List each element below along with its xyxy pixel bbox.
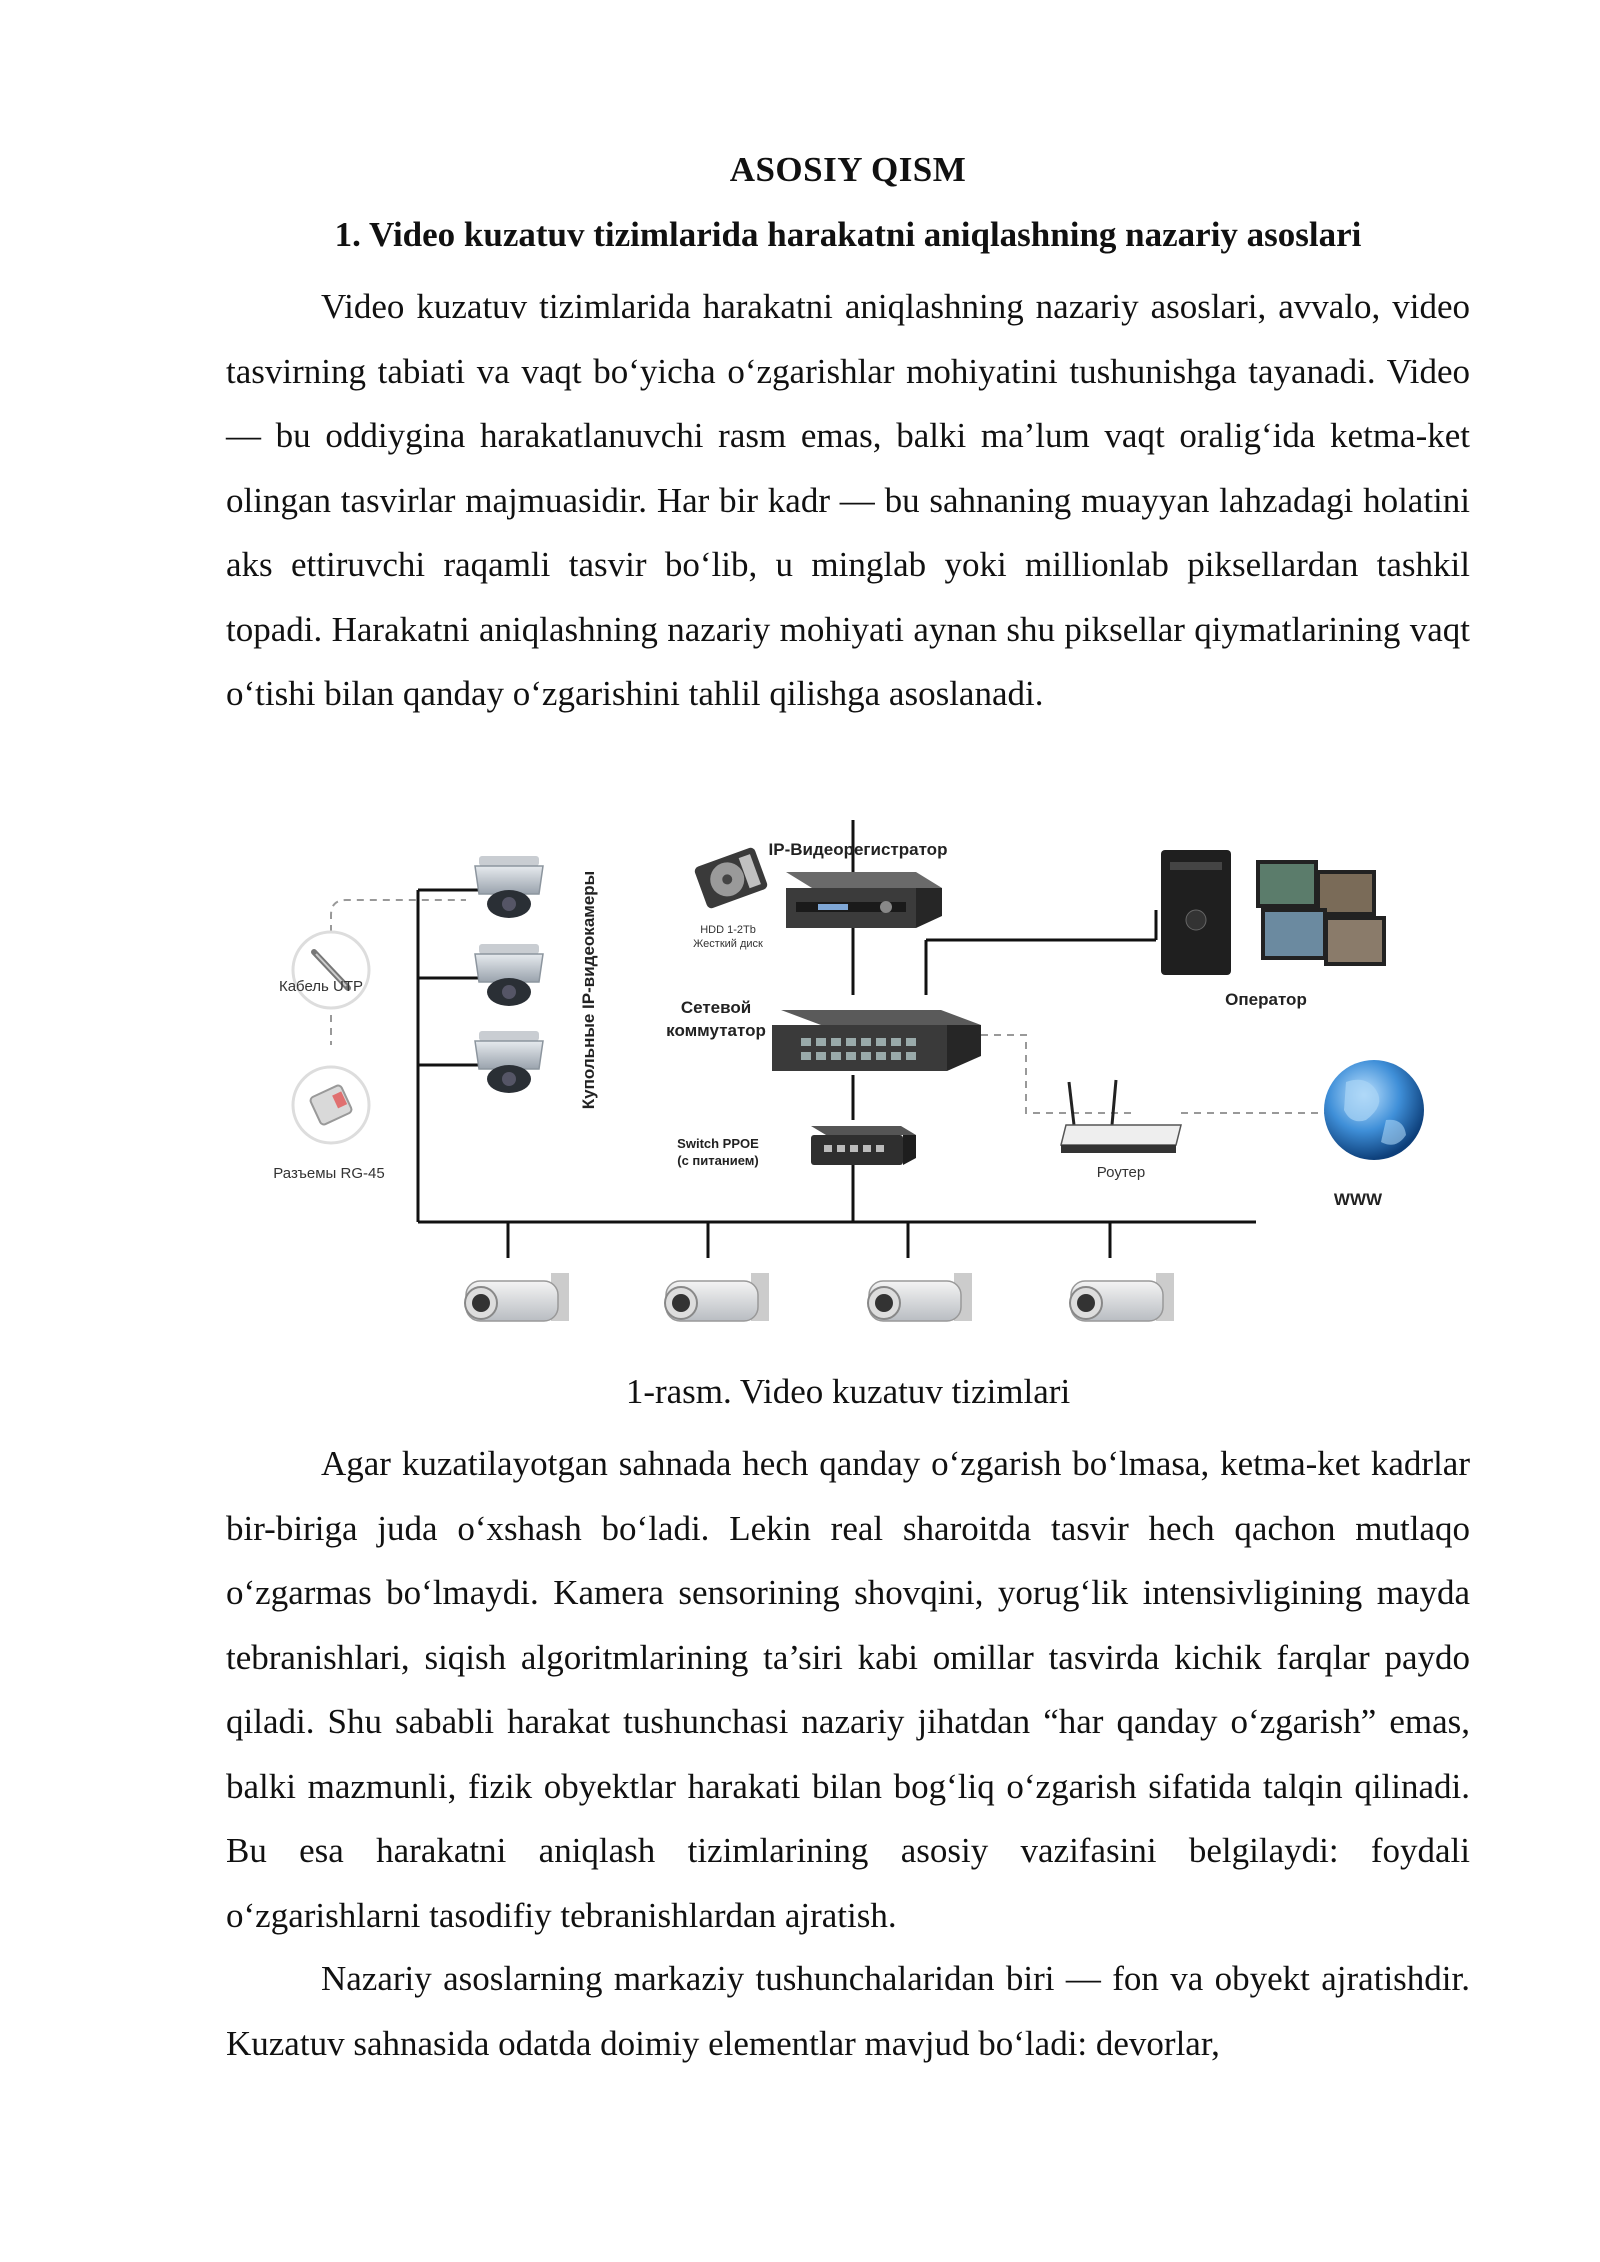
network-switch-icon <box>772 1010 981 1071</box>
connector-rj45-icon <box>293 1067 369 1143</box>
cctv-network-diagram <box>226 820 1470 1360</box>
label-dome-cams: Купольные IP-видеокамеры <box>579 870 598 1110</box>
label-poe-1: Switch PPOE <box>677 1136 759 1151</box>
label-www: WWW <box>1333 1190 1383 1209</box>
hdd-icon <box>693 846 768 909</box>
router-icon <box>1061 1080 1181 1153</box>
cable-utp-icon <box>293 932 369 1008</box>
bullet-camera-3 <box>868 1273 972 1321</box>
label-cable: Кабель UTP <box>278 978 364 995</box>
dome-camera-1 <box>475 856 543 918</box>
label-poe-2: (с питанием) <box>677 1153 759 1168</box>
label-switch-1: Сетевой <box>680 998 752 1017</box>
section-heading: ASOSIY QISM <box>729 150 967 189</box>
operator-workstation-icon <box>1161 850 1386 975</box>
monitor-wall-icon <box>1256 860 1386 966</box>
label-connector: Разъемы RG-45 <box>273 1165 385 1182</box>
label-hdd-2: Жесткий диск <box>693 938 763 950</box>
label-hdd-1: HDD 1-2Tb <box>700 924 756 936</box>
paragraph-3: Nazariy asoslarning markaziy tushunchalaridan biri — fon va obyekt ajratishdir. Kuzatuv sahnasida odatda doimiy elementlar mavjud bo‘ladi: devorlar, <box>226 1959 1470 2063</box>
label-dvr: IP-Видеорегистратор <box>768 840 948 859</box>
paragraph-1: Video kuzatuv tizimlarida harakatni aniqlashning nazariy asoslari, avvalo, video tasvirning tabiati va vaqt bo‘yicha o‘zgarishlar mohiyatini tushunishga tayanadi. Video — bu oddiygina harakatlanuvchi rasm emas, balki ma’lum vaqt oralig‘ida ketma-ket olingan tasvirlar majmuasidir. Har bir kadr — bu sahnaning muayyan lahzadagi holatini aks ettiruvchi raqamli tasvir bo‘lib, u minglab yoki millionlab piksellardan tashkil topadi. Harakatni aniqlashning nazariy mohiyati aynan shu piksellar qiymatlarining vaqt o‘tishi bilan qanday o‘zgarishini tahlil qilishga asoslanadi. <box>226 287 1470 713</box>
dome-camera-2 <box>475 944 543 1006</box>
ip-dvr-icon <box>786 872 942 928</box>
label-operator: Оператор <box>1225 990 1307 1009</box>
bullet-camera-1 <box>465 1273 569 1321</box>
bullet-camera-2 <box>665 1273 769 1321</box>
globe-icon <box>1324 1060 1424 1160</box>
poe-switch-icon <box>811 1126 916 1165</box>
dome-camera-3 <box>475 1031 543 1093</box>
bullet-camera-4 <box>1070 1273 1174 1321</box>
chapter-heading: 1. Video kuzatuv tizimlarida harakatni aniqlashning nazariy asoslari <box>334 215 1362 254</box>
paragraph-2: Agar kuzatilayotgan sahnada hech qanday o‘zgarish bo‘lmasa, ketma-ket kadrlar bir-biriga juda o‘xshash bo‘ladi. Lekin real sharoitda tasvir hech qachon mutlaqo o‘zgarmas bo‘lmaydi. Kamera sensorining shovqini, yorug‘lik intensivligining mayda tebranishlari, siqish algoritmlarining ta’siri kabi omillar tasvirda kichik farqlar paydo qiladi. Shu sababli harakat tushunchasi nazariy jihatdan “har qanday o‘zgarish” emas, balki mazmunli, fizik obyektlar harakati bilan bog‘liq o‘zgarish sifatida talqin qilinadi. Bu esa harakatni aniqlash tizimlarining asosiy vazifasini belgilaydi: foydali o‘zgarishlarni tasodifiy tebranishlardan ajratish. <box>226 1444 1470 1935</box>
label-switch-2: коммутатор <box>666 1021 766 1040</box>
network-diagram-figure <box>226 820 1470 1360</box>
label-router: Роутер <box>1096 1164 1146 1181</box>
figure-caption: 1-rasm. Video kuzatuv tizimlari <box>625 1372 1071 1411</box>
